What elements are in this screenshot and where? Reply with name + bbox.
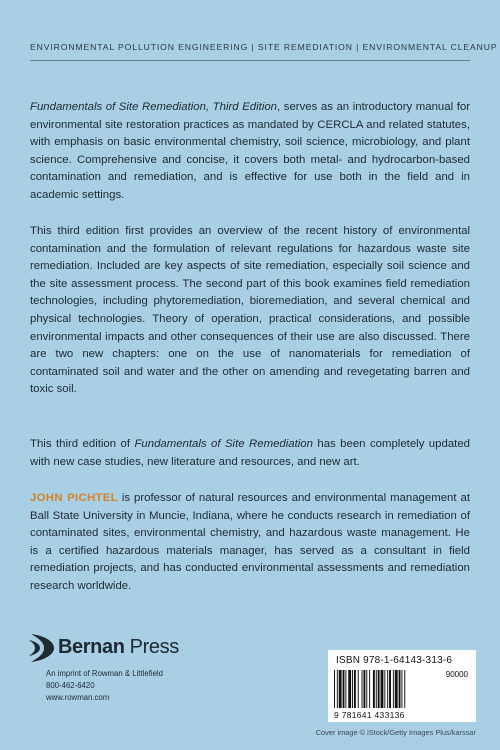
barcode-bar — [339, 670, 342, 708]
publisher-name-bold: Bernan — [58, 636, 125, 658]
barcode-bar — [348, 670, 351, 708]
publisher-block — [28, 632, 198, 712]
barcode-bar — [337, 670, 338, 708]
barcode-box — [328, 650, 476, 722]
barcode-bar — [378, 670, 380, 708]
barcode-bar — [376, 670, 377, 708]
description-text: , serves as an introductory manual for environmental site restoration practices as mandated by CERCLA and related statutes, with emphasis on basic environmental chemistry, soil science, microbiology, and plant science. Comprehensive and concise, it covers both metal- and hydrocarbon-based contamination and remediation, and is effective for use both in the field and in academic settings. — [30, 101, 470, 201]
barcode-bar — [404, 670, 405, 708]
barcode-bar — [345, 670, 346, 708]
barcode-bar — [395, 670, 398, 708]
isbn: ISBN 978-1-64143-313-6 — [336, 655, 453, 666]
barcode-bar — [343, 670, 345, 708]
barcode-bar — [384, 670, 385, 708]
publisher-phone: 800-462-6420 — [46, 681, 95, 690]
barcode-bar — [399, 670, 401, 708]
divider — [30, 60, 470, 61]
publisher-name-light: Press — [124, 636, 179, 658]
barcode-bar — [366, 670, 367, 708]
barcode-bar — [354, 670, 356, 708]
author-bio-text: is professor of natural resources and environmental management at Ball State University in Muncie, Indiana, where he conducts research in remediation of contaminated sites, environmental chemistry, and hazardous waste management. He is a certified hazardous materials manager, has served as a consultant in field remediation projects, and has conducted environmental assessments and remediation research worldwide. — [30, 492, 470, 592]
barcode-bar — [387, 670, 388, 708]
barcode-bar — [358, 670, 359, 708]
description-prefix: This third edition of — [30, 438, 135, 450]
barcode-bar — [352, 670, 353, 708]
publisher-imprint: An imprint of Rowman & Littlefield — [46, 669, 164, 678]
barcode-bar — [362, 670, 363, 708]
barcode-bar — [369, 670, 370, 708]
description-paragraph-1 — [30, 99, 470, 205]
publisher-logo-icon — [28, 632, 58, 664]
book-title-inline: Fundamentals of Site Remediation — [134, 438, 313, 450]
subject-categories: ENVIRONMENTAL POLLUTION ENGINEERING | SITE REMEDIATION | ENVIRONMENTAL CLEANUP — [30, 42, 498, 52]
barcode-bar — [393, 670, 394, 708]
book-title: Fundamentals of Site Remediation, Third Edition — [30, 101, 278, 113]
price-code: 90000 — [445, 670, 468, 679]
description-suffix: has been completely updated with new case studies, new literature and resources, and new art. — [30, 438, 470, 468]
description-paragraph-2: This third edition first provides an overview of the recent history of environmental contamination and the formulation of relevant regulations for hazardous waste site remediation. Included are key aspects of site remediation, especially soil science and the site assessment process. The second part of this book examines field remediation technologies, including phytoremediation, bioremediation, and several chemical and physical technologies. Theory of operation, practical considerations, and possible environmental impacts and other consequences of their use are also discussed. There are two new chapters: one on the use of nanomaterials for remediation of contaminated soil and water and the other on amending and revegetating barren and toxic soil. — [30, 225, 470, 396]
publisher-website: www.rowman.com — [46, 693, 110, 702]
author-bio — [30, 490, 470, 596]
barcode-bar — [373, 670, 375, 708]
description-paragraph-3 — [30, 436, 470, 471]
barcode-bars — [332, 670, 442, 710]
barcode-bar — [363, 670, 365, 708]
barcode-bar — [381, 670, 384, 708]
barcode-bar — [334, 670, 335, 708]
author-name: JOHN PICHTEL — [30, 492, 118, 504]
barcode-digits: 9 781641 433136 — [334, 710, 405, 720]
cover-image-credit: Cover image © iStock/Getty Images Plus/karssar — [315, 728, 476, 737]
barcode-bar — [401, 670, 402, 708]
publisher-name — [58, 636, 179, 659]
barcode-bar — [389, 670, 391, 708]
